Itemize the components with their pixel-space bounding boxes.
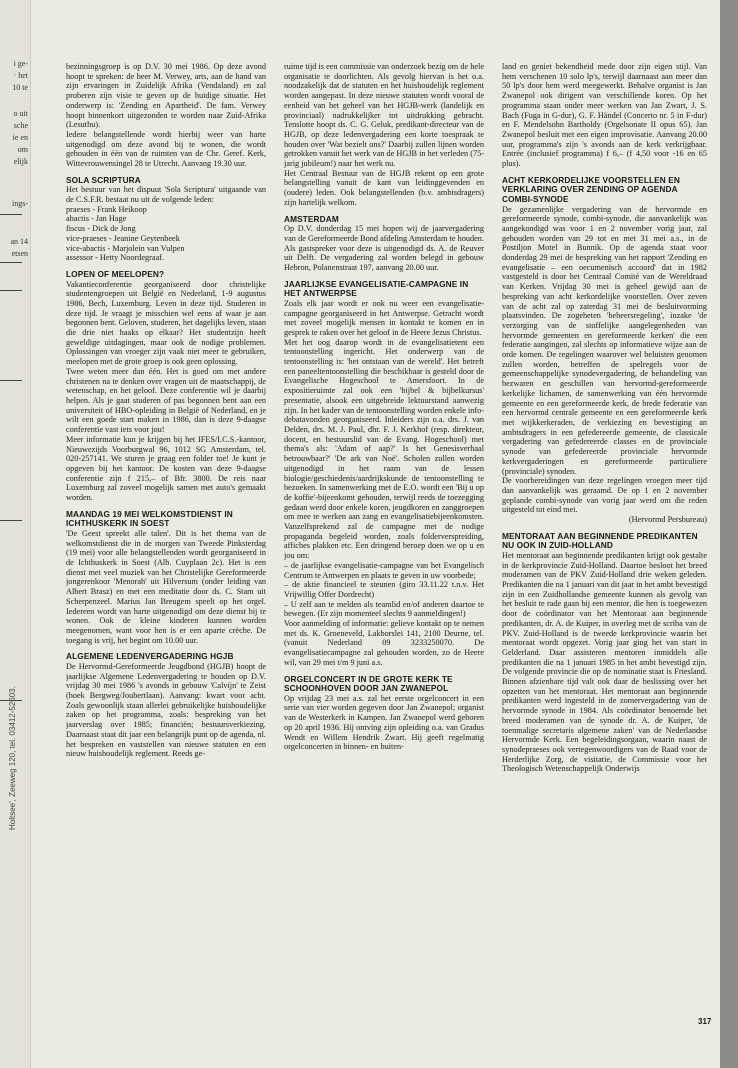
previous-page-rule — [0, 214, 22, 215]
article-paragraph: – de aktie financieel te steunen (giro 33.11.22 t.n.v. Het Vrijwillig Offer Dordrecht) — [284, 580, 484, 599]
article-paragraph: Voor aanmelding of informatie: gelieve kontakt op te nemen met ds. K. Groeneveld, Lakborslei 141, 2100 Deurne, tel. (vanuit Nederland 09 3233250070. De evangelisatiecampagne zal gehouden worden, zo de Heere wil, van 29 mei t/m 9 juni a.s. — [284, 619, 484, 667]
article-paragraph: ruime tijd is een commissie van onderzoek bezig om de hele organisatie te doorlichten. Als gevolg hiervan is het o.a. noodzakelijk dat de statuten en het huishoudelijk reglement worden aangepast. In deze nieuwe statuten wordt vooral de eenheid van het geheel van het HGJB-werk (landelijk en provinciaal) nadrukkelijker tot uitdrukking gebracht. Tenslotte hoopt ds. C. G. Geluk, predikant-directeur van de HGJB, op deze ledenvergadering een korte toespraak te houden over 'Wat bezielt ons?' Daarbij zullen lijnen worden getrokken vanuit het werk van de HGJB in het verleden (75-jarig jubileum!) naar het werk nu. — [284, 62, 484, 169]
previous-page-fragment: o uit — [13, 109, 28, 118]
article-paragraph: De gezamenlijke vergadering van de hervormde en gereformeerde synode, combi-synode, die aanvankelijk was aangekondigd was voor 1 en 2 november vorig jaar, zal gehouden worden van 29 tot en met 31 mei a.s., in de Postiljon Motel in Bunnik. Op de agenda staat voor donderdag 29 mei de bespreking van het rapport 'Zending en evangelisatie – een oecumenisch accoord' dat in 1982 vastgesteld is door het Centraal Comité van de Wereldraad van Kerken. Vrijdag 30 mei is geheel gewijd aan de bespreking van acht kerkordelijke voorstellen. Over zeven van de acht zal op zaterdag 31 mei de besluitvorming plaatsvinden. De zogeheten 'beheersregeling', inzake 'de verzorging van de stoffelijke aangelegenheden van hervormde gemeenten en gereformeerde kerken' die een federatie aangingen, zal slechts op informatieve wijze aan de orde komen. De regelingen waarover wel beluisten genomen zullen worden, betreffen de spelregels voor de gemeenschappelijke synodevergadering, de behandeling van bezwaren en geschillen van hervormd-gereformeerde kerkelijke lichamen, de samenwerking van één hervormde gemeente en een gereformeerde kerk, de brede federatie van een hervormd centrale gemeente en een gereformeerde kerk met wijkkerkeraden, de verkiezing en bevestiging an ambtsdragers in een gefedereerde gemeente, de classicale vergadering van gefedereerde classes en de provinciale synode van gefedereerde provinciale hervormde kerkvergaderingen en gereformeerde particuliere (provinciale) synoden. — [502, 204, 707, 476]
column-1 — [66, 62, 266, 1022]
previous-page-fragment: · het — [13, 71, 28, 80]
article-paragraph: bezinningsgroep is op D.V. 30 mei 1986. Op deze avond hoopt te spreken: de heer M. Verwey, arts, aan de hand van zijn ervaringen in Zuidelijk Afrika (Vendaland) en zal proberen zijn visie te geven op de huidige situatie. Het onderwerp is: 'Zending en Apartheid'. De fam. Verwey hoopt binnenkort uitgezonden te worden naar Zuid-Afrika (Lesuthu). — [66, 62, 266, 130]
article-paragraph: assessor - Hetty Noordegraaf. — [66, 253, 165, 263]
article-paragraph: vice-praeses - Jeanine Geytenbeek — [66, 233, 180, 243]
previous-page-edge — [0, 0, 31, 1068]
previous-page-rule — [0, 290, 22, 291]
previous-page-fragment: 10 te — [12, 83, 28, 92]
previous-page-rule — [0, 262, 22, 263]
column-3 — [502, 62, 707, 1022]
article-paragraph: land en geniet bekendheid mede door zijn eigen stijl. Van hem verschenen 10 solo lp's, terwijl daarnaast aan meer dan 50 lp's door hem werd meegewerkt. Behalve organist is Jan Zwanepol ook dirigent van verschillende koren. Op het programma staan onder meer werken van Jan Zwart, J. S. Bach (Fuga in G-dur), G. F. Händel (Concerto nr. 5 in F-dur) en F. Mendelsohn Bartholdy (Orgelsonate II opus 65). Jan Zwanepol besluit met een eigen improvisatie. Aanvang 20.00 uur, programma's zijn 's avonds aan de kerk verkrijgbaar. Entrée (inclusief programma) f 6,– (f 4,50 voor -16 en 65 plus). — [502, 62, 707, 169]
article-paragraph: Met het oog daarop wordt in de evangelisatietent een tentoonstelling ingericht. Het onderwerp van de tentoonstelling is: 'het ontstaan van de wereld'. Het betreft een paneeltentoonstelling die beschikbaar is gesteld door de Evangelische Hogeschool te Amersfoort. In de expositieruimte zal ook een 'bijbel & bijbelkursus' presentatie, alsook een uitgebreide lektuurstand aanwezig zijn. In het kader van de tentoonstelling worden enkele info-debatavonden georganiseerd. Inleiders zijn o.a. drs. J. van Delden, drs. M. J. Paul, dhr. F. J. Kerkhof (resp. direkteur, docent, en bestuurslid van de Evang. Hogeschool) met thema's als: 'Adam of aap?' Is het Genesisverhaal betrouwbaar?' 'De ark van Noë'. Scholen zullen worden uitgenodigd in het raam van de lessen biologie/geschiedenis/aardrijkskunde de tentoonstelling te bezoeken. In samenwerking met de E.O. wordt een 'Bij u op de koffie'-bijeenkomt gehouden, terwijl reeds de toezegging gedaan werd door enkele koren, jeugdkoren en zanggroepen om mee te werken aan zang en evangelisatiebijeenkomsten. Vanzelfsprekend zal de campagne met de nodige propaganda begeleid worden, zoals folderverspreiding, affiches plakken etc. Een dringend beroep doen we op u en jou om: — [284, 337, 484, 561]
article-paragraph: Vakantieconferentie georganiseerd door christelijke studentengroepen uit België en Nederland, 1-9 augustus 1986, Bech, Luxemburg. Leven in deze tijd. Studeren in deze tijd. Je vraagt je misschien wel eens af waar je aan begonnen bent. Geloven, studeren, het dagelijks leven, staan die drie niet haaks op elkaar? Het studentzijn heeft geweldige uitdagingen, maar ook de nodige problemen. Oplossingen van vroeger zijn vaak niet meer te gebruiken, meelopen met de grote groep is ook geen oplossing. — [66, 279, 266, 367]
article-source: (Hervormd Persbureau) — [628, 515, 707, 525]
article-heading: MENTORAAT AAN BEGINNENDE PREDIKANTEN NU OOK IN ZUID-HOLLAND — [502, 530, 698, 551]
article-paragraph: vice-abactis - Marjolein van Vulpen — [66, 243, 185, 253]
article-heading: JAARLIJKSE EVANGELISATIE-CAMPAGNE IN HET ANTWERPSE — [284, 278, 469, 299]
article-heading: MAANDAG 19 MEI WELKOMSTDIENST IN ICHTHUSKERK IN SOEST — [66, 508, 233, 529]
article-paragraph: 'De Geest spreekt alle talen'. Dit is het thema van de welkomstdienst die in de morgen van Tweede Pinksterdag (19 mei) voor alle belangstellenden wordt georganiseerd in de Ichthuskerk in Soest (Alb. Cuyplaan 2c). Het is een dienst met veel muziek van het Christelijke Gereformeerde jongerenkoor 'Menorah' uit Hilversum (onder leiding van Albert Brasz) en met een meditatie door ds. C. Stam uit Scherpenzeel. Marius Jan Breugem speelt op het orgel. Iedereen wordt van harte uitgenodigd om deze dienst bij te wonen. Ook de kleine kinderen kunnen worden meegenomen, want voor hen is er een aparte crèche. De toegang is vrij, het begint om 10.00 uur. — [66, 528, 266, 645]
previous-page-fragment: sche — [13, 121, 28, 130]
previous-page-rule — [0, 380, 22, 381]
article-paragraph: Op vrijdag 23 mei a.s. zal het eerste orgelconcert in een serie van vier worden gegeven door Jan Zwanepol; organist van de Westerkerk in Kampen. Jan Zwanepol werd geboren op 20 april 1936. Hij ontving zijn opleiding o.a. van Gradus Wendt en Willem Hendrik Zwart. Hij geeft regelmatig orgelconcerten in binnen- en buiten- — [284, 693, 484, 752]
page-number: 317 — [698, 1017, 712, 1026]
article-paragraph: – de jaarlijkse evangelisatie-campagne van het Evangelisch Centrum te Antwerpen en plaats te geven in uw voorbede; — [284, 560, 484, 580]
previous-page-rule — [0, 520, 22, 521]
article-paragraph: Op D.V. donderdag 15 mei hopen wij de jaarvergadering van de Gereformeerde Bond afdeling Amsterdam te houden. Als gastspreker voor deze is uitgenodigd ds. A. de Reuver uit Delft. De vergadering zal worden belegd in gebouw Hebron, Polanenstraat 197, aanvang 20.00 uur. — [284, 224, 484, 272]
article-paragraph: fiscus - Dick de Jong — [66, 224, 136, 234]
article-paragraph: Iedere belangstellende wordt hierbij weer van harte uitgenodigd om deze avond bij te wonen, die wordt gehouden in één van de ruimten van de Chr. Geref. Kerk, Wittevrouwensingel 28 te Utrecht. Aanvang 19.30 uur. — [66, 129, 266, 169]
article-heading: AMSTERDAM — [284, 213, 339, 224]
previous-page-side-text: Holtsee', Zeeweg 120, tel. 03412-52603. — [8, 686, 17, 830]
previous-page-fragment: etsen — [11, 249, 28, 258]
previous-page-fragment: i ge- — [13, 59, 28, 68]
article-paragraph: Het mentoraat aan beginnende predikanten krijgt ook gestalte in de kerkprovincie Zuid-Holland. Daartoe besloot het breed moderamen van de PKV Zuid-Holland drie weken geleden. Predikanten die na 1 januari van dit jaar in het ambt bevestigd zijn in een Zuidhollandse gemeente kunnen als gevolg van het besluit te rade gaan bij een mentor, die hen is toegewezen door de coördinator van het Mentoraat aan beginnende predikanten, dr. A. de Kuiper, in overleg met de scriba van de PKV. Zuid-Holland is de tweede kerkprovincie waarin het mentoraat wordt opgezet. Vorig jaar ging het van start in Gelderland. Daar assisteren mentoren inmiddels alle predikanten die na 1 januari 1985 in het ambt bevestigd zijn. De volgende provincie die op de nominatie staat is Friesland. Binnen afzienbare tijd valt ook daar de beslissing over het opzetten van het mentoraat. Het mentoraat aan beginnende predikanten werd ingesteld in de zomervergadering van de hervormde synode in 1984. Als coördinator benoemde het breed moderamen van de synode dr. A. de Kuiper, 'de toenmalige secretaris algemene zaken' van de Nederlandse Hervormde Kerk. Een begeleidingsorgaan, waarin naast de synodepraeses ook vertegenwoordigers van de Raad voor de Herderlijke Zorg, de visitatie, de Commissie voor het Theologisch Wetenschappelijk Onderwijs — [502, 550, 707, 774]
previous-page-fragment: om — [17, 145, 28, 154]
article-paragraph: Het Centraal Bestuur van de HGJB rekent op een grote belangstelling vanuit de kant van leidinggevenden en (oudere) leden. Ook belangstellenden (b.v. ambtsdragers) zijn hartelijk welkom. — [284, 168, 484, 207]
article-heading: SOLA SCRIPTURA — [66, 174, 141, 185]
article-heading: ALGEMENE LEDENVERGADERING HGJB — [66, 651, 234, 662]
article-heading: LOPEN OF MEELOPEN? — [66, 268, 165, 279]
previous-page-rule — [0, 700, 22, 701]
column-2 — [284, 62, 484, 1022]
article-paragraph: Twee weten meer dan één. Het is goed om met andere christenen na te denken over vragen uit de maatschappij, de wetenschap, en het geloof. Deze conferentie wil je daarbij helpen. Als je gaat studeren of pas begonnen bent aan een universiteit of HBO-opleiding in België of Nederland, en je wilt een goede start maken in 1986, dan is deze 9-daagse conferentie vast iets voor jou! — [66, 366, 266, 435]
previous-page-fragment: ie en — [12, 133, 28, 142]
article-paragraph: abactis - Jan Hage — [66, 214, 127, 224]
article-paragraph: De Hervormd-Gereformeerde Jeugdbond (HGJB) hoopt de jaarlijkse Algemene Ledenvergadering te houden op D.V. vrijdag 30 mei 1986 's avonds in gebouw 'Calvijn' te Zeist (hoek Bergweg/Joubertlaan). Aanvang: kwart voor acht. Zoals gewoonlijk staan allerlei gebruikelijke huishoudelijke zaken op het programma, zoals: bespreking van het jaarverslag over 1985; financiën; bestuursverkiezing. Daarnaast staat dit jaar een belangrijk punt op de agenda, nl. het bespreken en vaststellen van nieuwe statuten en een nieuw huishoudelijk reglement. Reeds ge- — [66, 661, 266, 759]
article-heading: ORGELCONCERT IN DE GROTE KERK TE SCHOONHOVEN DOOR JAN ZWANEPOL — [284, 673, 453, 694]
article-heading: ACHT KERKORDELIJKE VOORSTELLEN EN VERKLARING OVER ZENDING OP AGENDA COMBI-SYNODE — [502, 174, 681, 204]
article-paragraph: Het bestuur van het dispuut 'Sola Scriptura' uitgaande van de C.S.F.R. bestaat nu uit de volgende leden: — [66, 185, 266, 205]
article-paragraph: De voorbereidingen van deze regelingen vroegen meer tijd dan aanvankelijk was geraamd. De op 1 en 2 november geplande combi-synode van vorig jaar werd om die reden uitgesteld tot eind mei. — [502, 476, 707, 515]
article-paragraph: Zoals elk jaar wordt er ook nu weer een evangelisatie-campagne georganiseerd in het Antwerpse. Getracht wordt met zoveel mogelijk mensen in kontakt te komen en in gesprek te raken over het geloof in de Heere Jezus Christus. — [284, 298, 484, 337]
article-paragraph: – U zelf aan te melden als teamlid en/of anderen daartoe te bewegen. (Er zijn momenteel slechts 9 aanmeldingen!) — [284, 599, 484, 619]
previous-page-fragment: elijk — [13, 157, 28, 166]
article-paragraph: Meer informatie kun je krijgen bij het IFES/I.C.S.-kantoor, Nieuwezijds Voorburgwal 96, 1012 SG Amsterdam, tel. 020-257141. We sturen je graag een folder toe! Je kunt je opgeven bij het kantoor. De kosten van deze 9-daagse conferentie zijn f 215,– of Bfr. 3800. De reis naar Luxemburg zal zoveel mogelijk samen met auto's gemaakt worden. — [66, 434, 266, 503]
previous-page-fragment: ings- — [12, 199, 28, 208]
previous-page-fragment: an 14 — [10, 237, 28, 246]
article-paragraph: praeses - Frank Heikoop — [66, 204, 147, 214]
